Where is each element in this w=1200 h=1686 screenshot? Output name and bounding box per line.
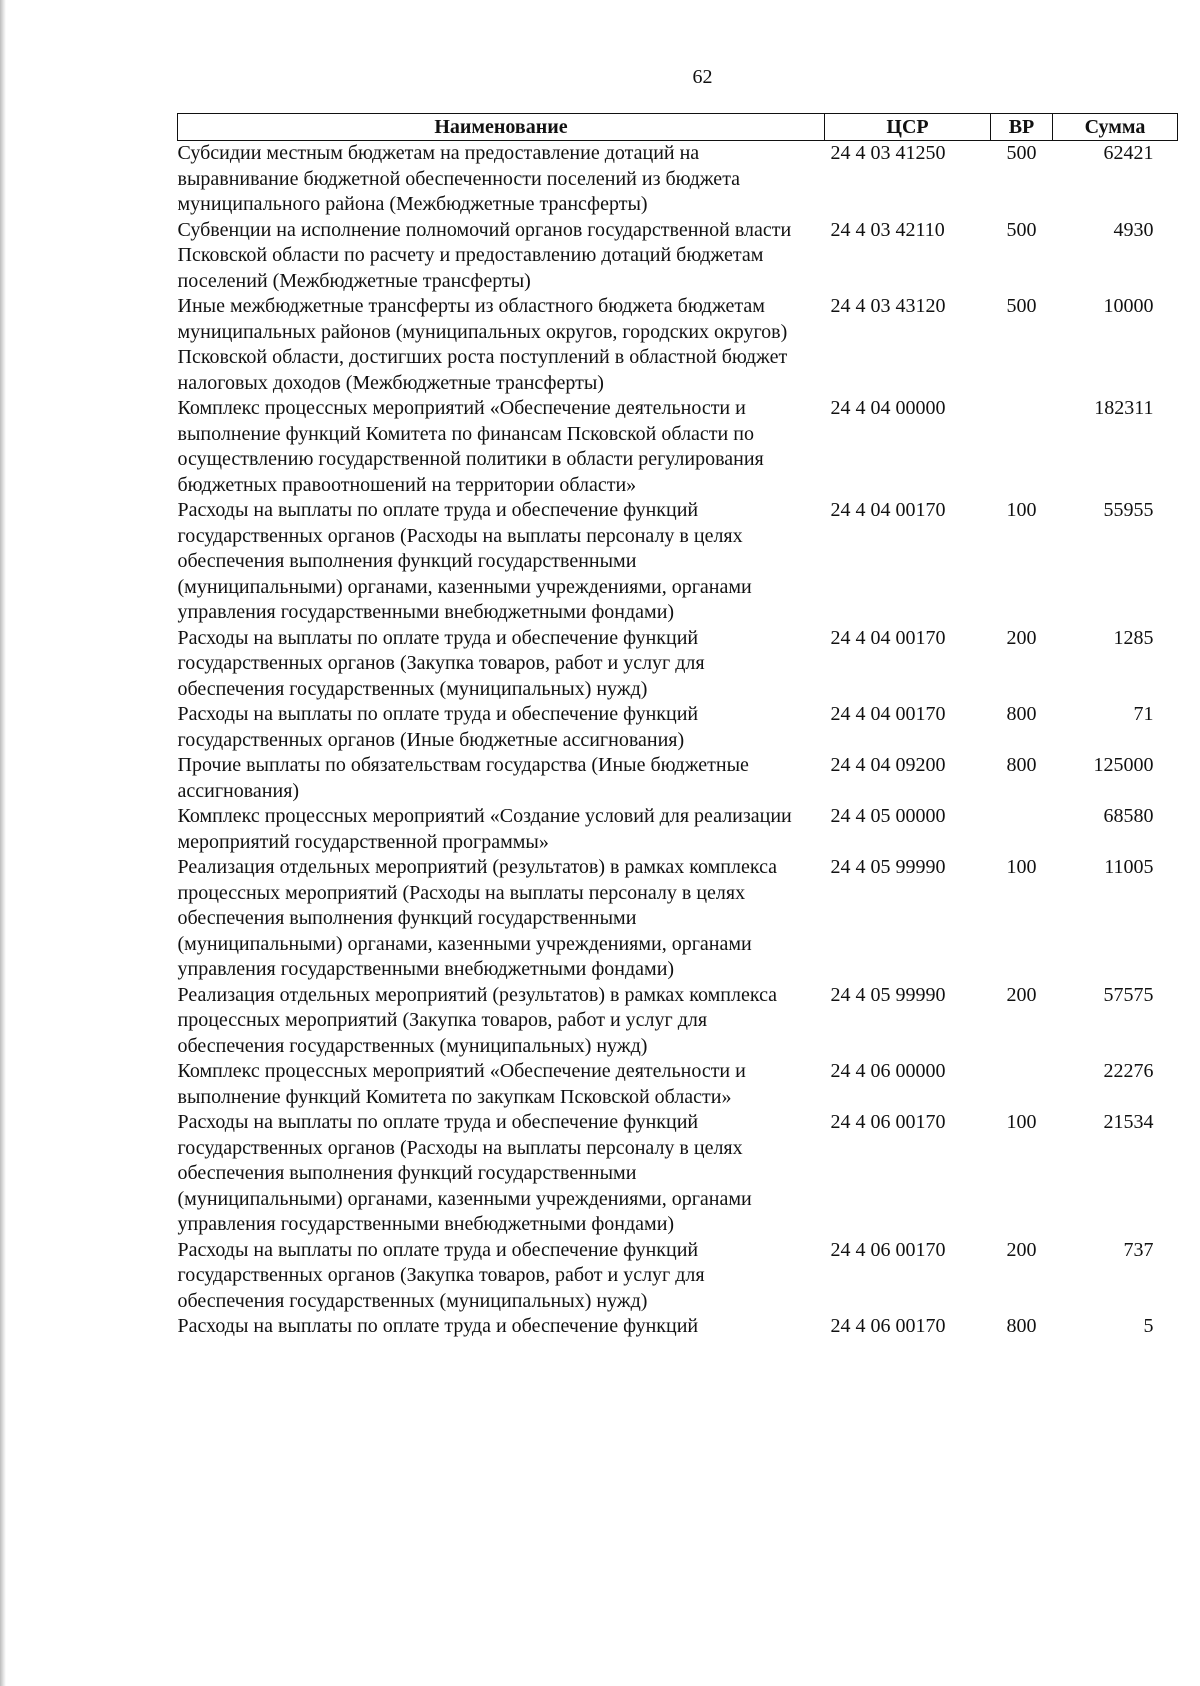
row-vr: 500 (1006, 218, 1037, 241)
row-csr: 24 4 04 09200 (830, 754, 946, 776)
row-vr (991, 804, 1053, 855)
table-row (178, 1238, 1178, 1315)
table-row (178, 804, 1178, 855)
table-row (178, 141, 1178, 218)
budget-table (177, 113, 1178, 1340)
table-row (178, 702, 1178, 753)
table-row (178, 396, 1178, 498)
row-vr: 500 (1006, 295, 1037, 317)
row-vr: 800 (1006, 1315, 1037, 1337)
row-sum: 1285 (1113, 626, 1154, 649)
row-sum: 182311 (1094, 397, 1154, 419)
row-name: Расходы на выплаты по оплате труда и обеспечение функций государственных органов (Расходы на выплаты персоналу в целях обеспечения выполнения функций государственными (муниципальными) органами, казенными учреждениями, органами управления государственными внебюджетными фондами) (177, 499, 752, 623)
row-vr: 800 (1006, 703, 1037, 725)
row-name: Комплекс процессных мероприятий «Обеспечение деятельности и выполнение функций Комитета по закупкам Псковской области» (177, 1060, 746, 1108)
row-sum: 4930 (1113, 218, 1154, 241)
row-name: Комплекс процессных мероприятий «Обеспечение деятельности и выполнение функций Комитета по финансам Псковской области по осуществлению государственной политики в области регулирования бюджетных правоотношений на территории области» (177, 397, 764, 496)
row-name: Расходы на выплаты по оплате труда и обеспечение функций государственных органов (Закупка товаров, работ и услуг для обеспечения государственных (муниципальных) нужд) (177, 626, 705, 700)
row-name: Иные межбюджетные трансферты из областного бюджета бюджетам муниципальных районов (муниципальных округов, городских округов) Псковской области, достигших роста поступлений в областной бюджет налоговых доходов (Межбюджетные трансферты) (177, 295, 788, 394)
row-csr: 24 4 04 00000 (830, 397, 946, 419)
row-sum: 5 (1143, 1315, 1154, 1337)
header-csr: ЦСР (825, 114, 991, 141)
scan-edge (0, 0, 6, 1686)
row-csr: 24 4 06 00170 (830, 1238, 946, 1261)
row-sum: 68580 (1103, 805, 1154, 827)
table-row (178, 498, 1178, 626)
row-name: Субсидии местным бюджетам на предоставление дотаций на выравнивание бюджетной обеспеченности поселений из бюджета муниципального района (Межбюджетные трансферты) (177, 142, 741, 215)
row-name: Реализация отдельных мероприятий (результатов) в рамках комплекса процессных мероприятий (Закупка товаров, работ и услуг для обеспечения государственных (муниципальных) нужд) (177, 983, 778, 1057)
table-row (178, 626, 1178, 703)
row-vr: 100 (1006, 1111, 1037, 1133)
row-sum: 71 (1133, 703, 1154, 725)
row-vr (991, 396, 1053, 498)
row-sum: 125000 (1093, 754, 1154, 776)
row-csr: 24 4 04 00170 (830, 499, 946, 521)
row-csr: 24 4 06 00170 (830, 1111, 946, 1133)
row-vr: 100 (1006, 499, 1037, 521)
row-vr: 200 (1006, 983, 1037, 1006)
row-name: Расходы на выплаты по оплате труда и обеспечение функций государственных органов (Закупка товаров, работ и услуг для обеспечения государственных (муниципальных) нужд) (177, 1238, 705, 1312)
row-sum: 10000 (1103, 295, 1154, 317)
table-row (178, 218, 1178, 295)
row-csr: 24 4 05 99990 (830, 856, 946, 878)
row-vr: 500 (1006, 142, 1037, 164)
table-row (178, 855, 1178, 983)
table-row (178, 1059, 1178, 1110)
row-csr: 24 4 06 00170 (830, 1315, 946, 1337)
row-name: Комплекс процессных мероприятий «Создание условий для реализации мероприятий государственной программы» (177, 805, 792, 853)
header-vr: ВР (991, 114, 1053, 141)
table-row (178, 1314, 1178, 1340)
row-name: Реализация отдельных мероприятий (результатов) в рамках комплекса процессных мероприятий (Расходы на выплаты персоналу в целях обеспечения выполнения функций государственными (муниципальными) органами, казенными учреждениями, органами управления государственными внебюджетными фондами) (177, 856, 778, 980)
row-name: Расходы на выплаты по оплате труда и обеспечение функций (177, 1315, 699, 1337)
row-csr: 24 4 05 99990 (830, 983, 946, 1006)
row-name: Расходы на выплаты по оплате труда и обеспечение функций государственных органов (Иные бюджетные ассигнования) (177, 703, 699, 751)
table-row (178, 753, 1178, 804)
row-csr: 24 4 05 00000 (830, 805, 946, 827)
row-vr: 100 (1006, 856, 1037, 878)
row-name: Прочие выплаты по обязательствам государства (Иные бюджетные ассигнования) (177, 754, 749, 802)
row-sum: 737 (1123, 1238, 1154, 1261)
row-sum: 11005 (1104, 856, 1154, 878)
page-number: 62 (692, 66, 713, 88)
row-sum: 62421 (1103, 142, 1154, 164)
row-csr: 24 4 04 00170 (830, 703, 946, 725)
row-sum: 55955 (1103, 499, 1154, 521)
row-csr: 24 4 04 00170 (830, 626, 946, 649)
row-sum: 22276 (1103, 1060, 1154, 1082)
row-vr: 800 (1006, 754, 1037, 776)
row-csr: 24 4 03 43120 (830, 295, 946, 317)
table-row (178, 983, 1178, 1060)
row-vr (991, 1059, 1053, 1110)
row-name: Субвенции на исполнение полномочий органов государственной власти Псковской области по расчету и предоставлению дотаций бюджетам поселений (Межбюджетные трансферты) (177, 218, 792, 292)
row-sum: 21534 (1103, 1111, 1154, 1133)
row-vr: 200 (1006, 626, 1037, 649)
row-vr: 200 (1006, 1238, 1037, 1261)
table-header-row (178, 114, 1178, 141)
header-name: Наименование (178, 114, 825, 141)
table-row (178, 1110, 1178, 1238)
header-sum: Сумма (1053, 114, 1178, 141)
row-csr: 24 4 03 41250 (830, 142, 946, 164)
table-row (178, 294, 1178, 396)
row-csr: 24 4 03 42110 (830, 218, 945, 241)
row-csr: 24 4 06 00000 (830, 1060, 946, 1082)
row-name: Расходы на выплаты по оплате труда и обеспечение функций государственных органов (Расходы на выплаты персоналу в целях обеспечения выполнения функций государственными (муниципальными) органами, казенными учреждениями, органами управления государственными внебюджетными фондами) (177, 1111, 752, 1235)
row-sum: 57575 (1103, 983, 1154, 1006)
